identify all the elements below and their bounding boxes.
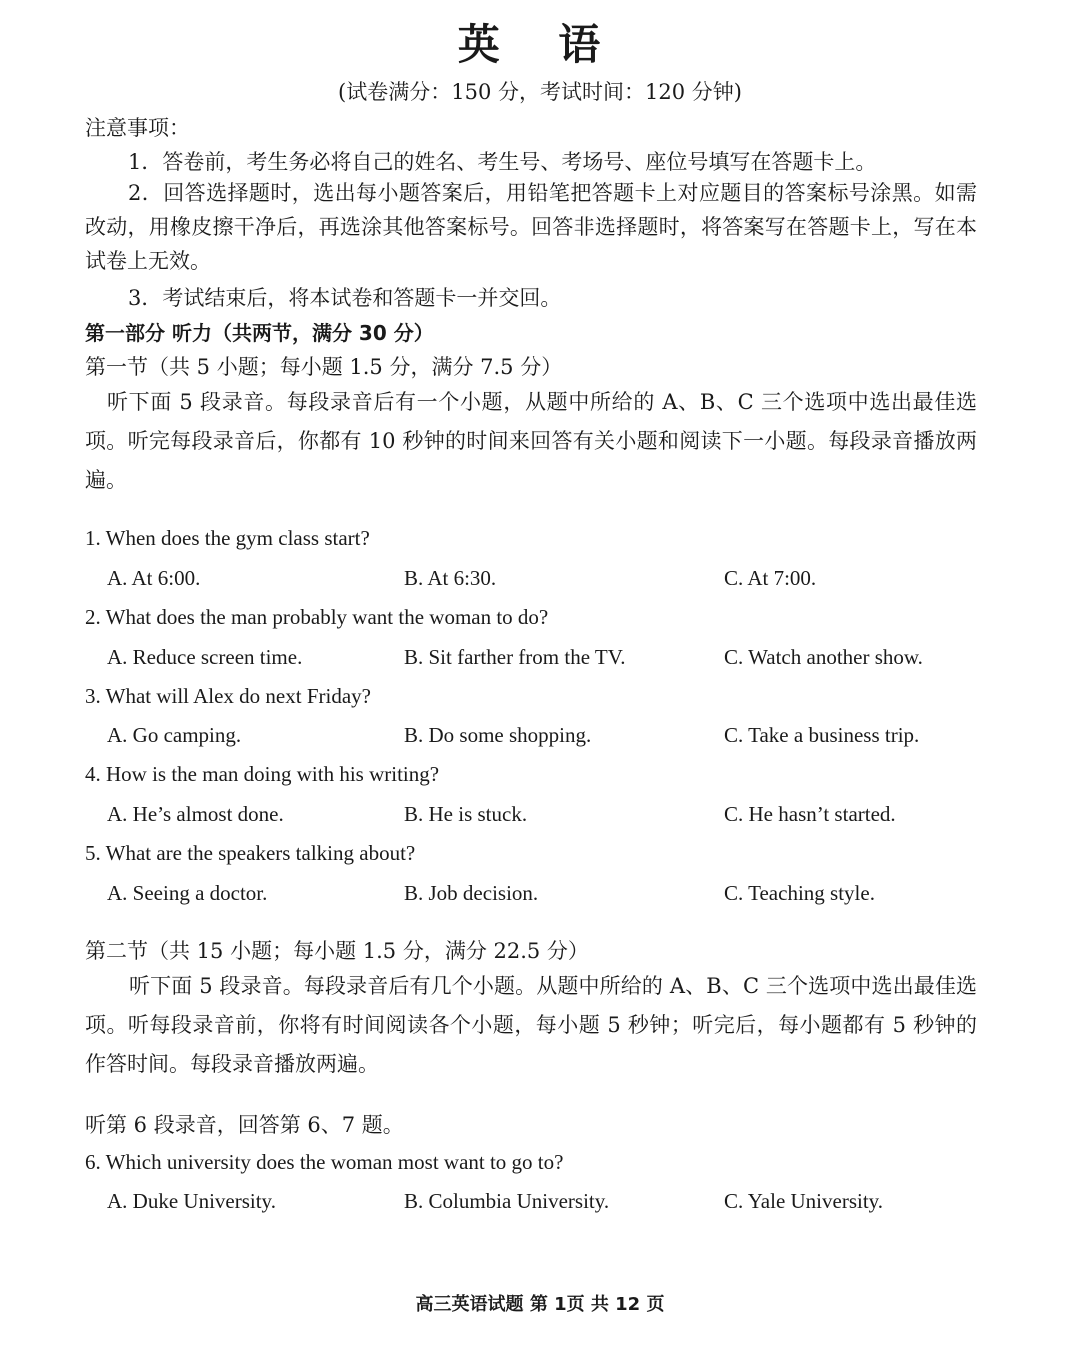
- page-title: 英 语: [457, 20, 623, 69]
- q5-option-c: C. Teaching style.: [724, 881, 875, 905]
- exam-info: (试卷满分：150 分，考试时间：120 分钟): [338, 80, 742, 104]
- notice-heading: 注意事项：: [85, 116, 190, 140]
- question-5: 5. What are the speakers talking about?: [85, 841, 416, 865]
- page-footer: 高三英语试题 第 1页 共 12 页: [415, 1294, 665, 1315]
- section2-instructions: 听下面 5 段录音。每段录音后有几个小题。从题中所给的 A、B、C 三个选项中选出最佳选项。听每段录音前，你将有时间阅读各个小题，每小题 5 秒钟；听完后，每小题都有 5 秒钟的作答时间。每段录音播放两遍。: [85, 974, 977, 1076]
- section2-heading: 第二节（共 15 小题；每小题 1.5 分，满分 22.5 分）: [85, 939, 589, 963]
- q3-option-b: B. Do some shopping.: [404, 723, 592, 747]
- q2-option-b: B. Sit farther from the TV.: [404, 645, 626, 669]
- q2-option-c: C. Watch another show.: [724, 645, 923, 669]
- question-4: 4. How is the man doing with his writing?: [85, 762, 440, 786]
- q5-option-a: A. Seeing a doctor.: [107, 881, 268, 905]
- recording6-intro: 听第 6 段录音，回答第 6、7 题。: [85, 1113, 404, 1137]
- q4-option-c: C. He hasn’t started.: [724, 802, 896, 826]
- q5-option-b: B. Job decision.: [404, 881, 539, 905]
- question-1: 1. When does the gym class start?: [85, 526, 370, 550]
- q1-option-c: C. At 7:00.: [724, 566, 817, 590]
- q6-option-b: B. Columbia University.: [404, 1189, 610, 1213]
- q4-option-b: B. He is stuck.: [404, 802, 528, 826]
- q6-option-a: A. Duke University.: [107, 1189, 276, 1213]
- part1-heading: 第一部分 听力（共两节，满分 30 分）: [85, 321, 434, 345]
- notice-item-1: 1．答卷前，考生务必将自己的姓名、考生号、考场号、座位号填写在答题卡上。: [128, 150, 877, 174]
- q3-option-c: C. Take a business trip.: [724, 723, 920, 747]
- section1-heading: 第一节（共 5 小题；每小题 1.5 分，满分 7.5 分）: [85, 355, 563, 379]
- question-3: 3. What will Alex do next Friday?: [85, 684, 371, 708]
- question-6: 6. Which university does the woman most want to go to?: [85, 1150, 564, 1174]
- notice-item-3: 3．考试结束后，将本试卷和答题卡一并交回。: [128, 286, 562, 310]
- q2-option-a: A. Reduce screen time.: [107, 645, 303, 669]
- question-2: 2. What does the man probably want the woman to do?: [85, 605, 549, 629]
- q1-option-b: B. At 6:30.: [404, 566, 497, 590]
- q4-option-a: A. He’s almost done.: [107, 802, 284, 826]
- q6-option-c: C. Yale University.: [724, 1189, 884, 1213]
- q3-option-a: A. Go camping.: [107, 723, 242, 747]
- section1-instructions: 听下面 5 段录音。每段录音后有一个小题，从题中所给的 A、B、C 三个选项中选出最佳选项。听完每段录音后，你都有 10 秒钟的时间来回答有关小题和阅读下一小题。每段录音播放两遍。: [85, 390, 977, 492]
- notice-item-2: 2．回答选择题时，选出每小题答案后，用铅笔把答题卡上对应题目的答案标号涂黑。如需改动，用橡皮擦干净后，再选涂其他答案标号。回答非选择题时，将答案写在答题卡上，写在本试卷上无效。: [85, 181, 977, 273]
- q1-option-a: A. At 6:00.: [107, 566, 201, 590]
